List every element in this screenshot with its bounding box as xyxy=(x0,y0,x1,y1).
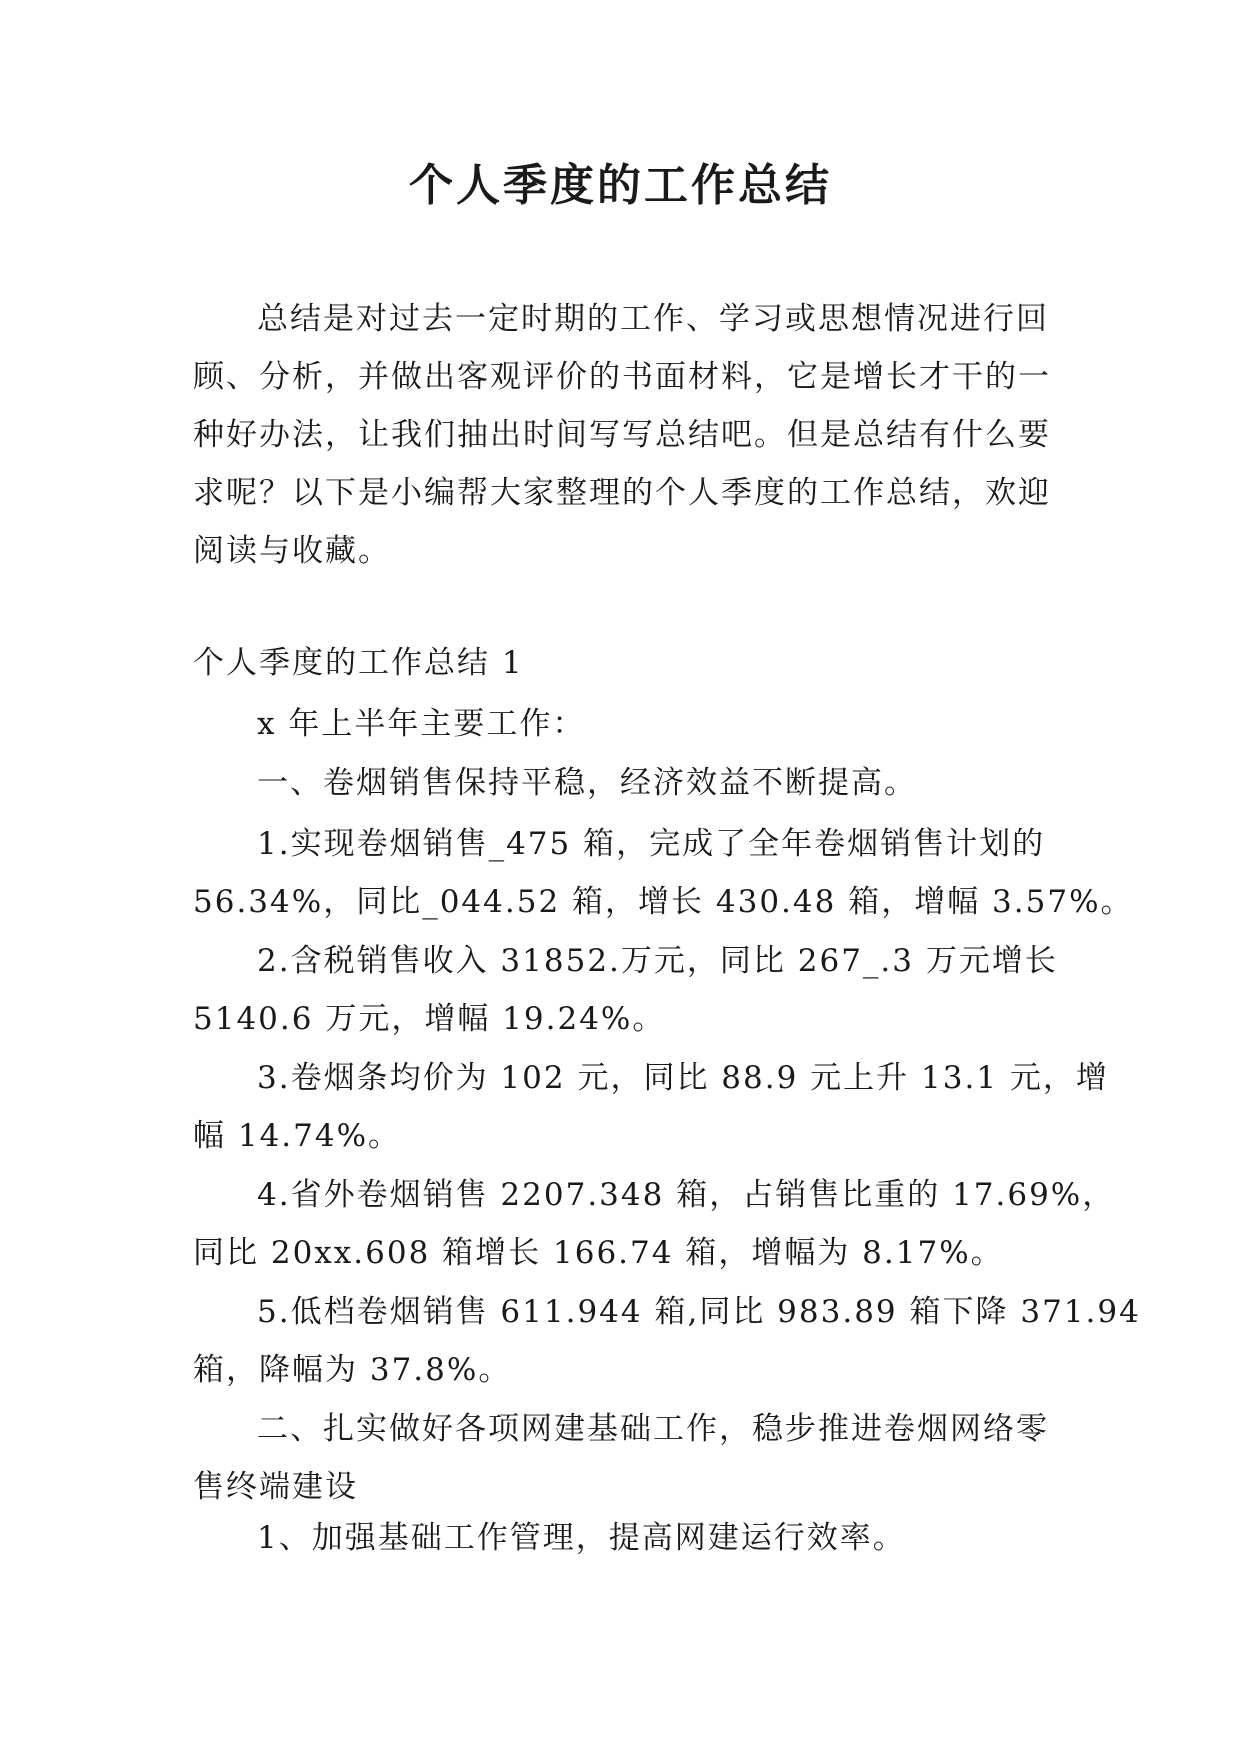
lead-line xyxy=(193,703,1053,745)
intro-line: 总结是对过去一定时期的工作、学习或思想情况进行回 xyxy=(257,301,1049,337)
heading-two-line: 二、扎实做好各项网建基础工作，稳步推进卷烟网络零 xyxy=(257,1411,1049,1447)
item-line: 幅 14.74%。 xyxy=(193,1118,402,1154)
intro-line: 求呢？以下是小编帮大家整理的个人季度的工作总结，欢迎 xyxy=(193,475,1051,511)
item-line: 56.34%，同比_044.52 箱，增长 430.48 箱，增幅 3.57%。 xyxy=(193,884,1134,920)
item-line: 5.低档卷烟销售 611.944 箱,同比 983.89 箱下降 371.94 xyxy=(257,1294,1141,1330)
item-line: 箱，降幅为 37.8%。 xyxy=(193,1352,512,1388)
sub-item-one-text: 1、加强基础工作管理，提高网建运行效率。 xyxy=(257,1520,906,1556)
item-line: 1.实现卷烟销售_475 箱，完成了全年卷烟销售计划的 xyxy=(257,826,1046,862)
document-title: 个人季度的工作总结 xyxy=(409,160,832,211)
heading-two xyxy=(193,1400,1053,1516)
item-line: 3.卷烟条均价为 102 元，同比 88.9 元上升 13.1 元，增 xyxy=(257,1060,1109,1096)
item-line: 5140.6 万元，增幅 19.24%。 xyxy=(193,1001,666,1037)
heading-two-line: 售终端建设 xyxy=(193,1469,358,1505)
item-paragraph-1 xyxy=(193,815,1134,931)
item-paragraph-3 xyxy=(193,1049,1109,1165)
intro-paragraph xyxy=(193,290,1053,580)
item-paragraph-4 xyxy=(193,1166,1116,1282)
heading-one xyxy=(193,762,1053,804)
sub-item-one xyxy=(193,1517,1053,1559)
heading-one-text: 一、卷烟销售保持平稳，经济效益不断提高。 xyxy=(257,765,917,801)
intro-line: 阅读与收藏。 xyxy=(193,533,391,569)
intro-line: 种好办法，让我们抽出时间写写总结吧。但是总结有什么要 xyxy=(193,417,1051,453)
item-line: 4.省外卷烟销售 2207.348 箱，占销售比重的 17.69%， xyxy=(257,1177,1116,1213)
lead-text: x 年上半年主要工作： xyxy=(257,706,586,742)
item-paragraph-5 xyxy=(193,1283,1141,1399)
section-title: 个人季度的工作总结 1 xyxy=(193,645,524,681)
item-line: 2.含税销售收入 31852.万元，同比 267_.3 万元增长 xyxy=(257,943,1058,979)
item-line: 同比 20xx.608 箱增长 166.74 箱，增幅为 8.17%。 xyxy=(193,1235,1004,1271)
item-paragraph-2 xyxy=(193,932,1058,1048)
intro-line: 顾、分析，并做出客观评价的书面材料，它是增长才干的一 xyxy=(193,359,1051,395)
